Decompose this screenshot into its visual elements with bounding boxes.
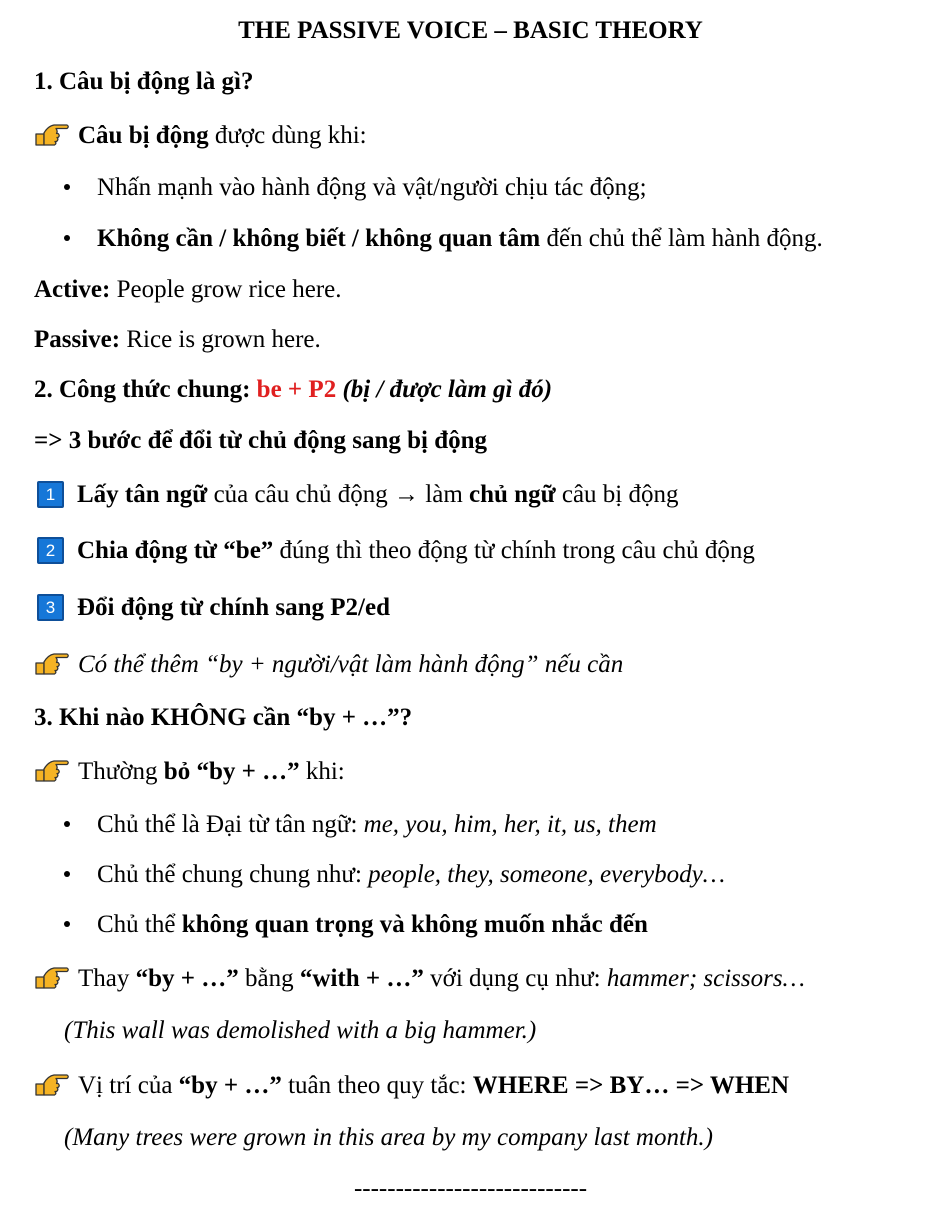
step-1-bold-2: chủ ngữ: [469, 481, 556, 508]
list-item-text: Chủ thể chung chung như:: [97, 861, 369, 888]
section-3-heading: [34, 701, 412, 735]
position-rule: [34, 1069, 789, 1103]
list-item-italic: people, they, someone, everybody…: [368, 861, 725, 888]
pointing-hand-icon: [34, 650, 70, 676]
with-bold: “by + …”: [135, 965, 239, 992]
intro-bold: bỏ “by + …”: [163, 758, 300, 785]
step-2-bold: Chia động từ “be”: [77, 537, 274, 564]
list-item-text: Nhấn mạnh vào hành động và vật/người chịu tác động;: [97, 174, 647, 201]
section-2-heading-text: 2. Công thức chung:: [34, 376, 257, 403]
steps-heading-text: => 3 bước để đổi từ chủ động sang bị động: [34, 427, 488, 454]
with-italic: hammer; scissors…: [606, 965, 805, 992]
with-bold-2: “with + …”: [299, 965, 424, 992]
bullet-icon: [64, 235, 70, 241]
passive-label: Passive:: [34, 326, 121, 353]
position-example: [64, 1121, 713, 1155]
intro-text: được dùng khi:: [208, 122, 367, 149]
pointing-hand-icon: [34, 964, 70, 990]
with-rule: [34, 962, 805, 996]
bullet-icon: [64, 821, 70, 827]
section-2-note: [34, 648, 623, 682]
intro-text-2: khi:: [299, 758, 345, 785]
step-1-text-2: câu bị động: [555, 481, 679, 508]
page-title: THE PASSIVE VOICE – BASIC THEORY: [238, 17, 703, 44]
number-2-icon: 2: [37, 537, 64, 564]
intro-bold: Câu bị động: [78, 122, 209, 149]
number-3-icon: 3: [37, 594, 64, 621]
formula: be + P2: [256, 376, 337, 403]
list-item-text: đến chủ thể làm hành động.: [540, 225, 823, 252]
number-1-icon: 1: [37, 481, 64, 508]
with-text-3: với dụng cụ như:: [423, 965, 607, 992]
divider: ----------------------------: [353, 1175, 588, 1202]
list-item: [64, 908, 648, 942]
with-text: Thay: [78, 965, 136, 992]
list-item: [64, 222, 823, 256]
step-3: [37, 591, 390, 625]
list-item: [64, 171, 647, 205]
list-item-text: Chủ thể: [97, 911, 182, 938]
steps-heading: [34, 424, 487, 458]
bullet-icon: [64, 184, 70, 190]
active-example: [34, 273, 342, 307]
step-1-bold: Lấy tân ngữ: [77, 481, 208, 508]
passive-example: [34, 323, 321, 357]
section-1-heading-text: 1. Câu bị động là gì?: [34, 68, 254, 95]
with-example: [64, 1014, 536, 1048]
list-item: [64, 858, 725, 892]
step-3-bold: Đổi động từ chính sang P2/ed: [77, 594, 390, 621]
list-item-text: Chủ thể là Đại từ tân ngữ:: [97, 811, 364, 838]
section-3-intro: [34, 755, 345, 789]
step-1: [37, 478, 678, 512]
bullet-icon: [64, 921, 70, 927]
step-2-text: đúng thì theo động từ chính trong câu chủ động: [273, 537, 755, 564]
formula-note: (bị / được làm gì đó): [336, 376, 553, 403]
pointing-hand-icon: [34, 757, 70, 783]
position-text: Vị trí của: [78, 1072, 179, 1099]
position-example-text: (Many trees were grown in this area by my company last month.): [64, 1124, 713, 1151]
pointing-hand-icon: [34, 121, 70, 147]
list-item-bold: Không cần / không biết / không quan tâm: [97, 225, 541, 252]
step-1-text: của câu chủ động → làm: [207, 481, 470, 508]
position-bold: “by + …”: [178, 1072, 282, 1099]
list-item-italic: me, you, him, her, it, us, them: [363, 811, 657, 838]
pointing-hand-icon: [34, 1071, 70, 1097]
note-text: Có thể thêm “by + người/vật làm hành động” nếu cần: [78, 651, 624, 678]
section-3-heading-text: 3. Khi nào KHÔNG cần “by + …”?: [34, 704, 413, 731]
intro-text: Thường: [78, 758, 164, 785]
with-example-text: (This wall was demolished with a big hammer.): [64, 1017, 537, 1044]
passive-text: Rice is grown here.: [120, 326, 321, 353]
with-text-2: bằng: [238, 965, 300, 992]
section-1-heading: [34, 65, 254, 99]
section-1-intro: [34, 119, 367, 153]
active-label: Active:: [34, 276, 111, 303]
position-text-2: tuân theo quy tắc:: [281, 1072, 473, 1099]
list-item-bold: không quan trọng và không muốn nhắc đến: [181, 911, 648, 938]
section-2-heading: [34, 373, 552, 407]
step-2: [37, 534, 755, 568]
list-item: [64, 808, 657, 842]
active-text: People grow rice here.: [110, 276, 342, 303]
bullet-icon: [64, 871, 70, 877]
position-bold-2: WHERE => BY… => WHEN: [472, 1072, 790, 1099]
